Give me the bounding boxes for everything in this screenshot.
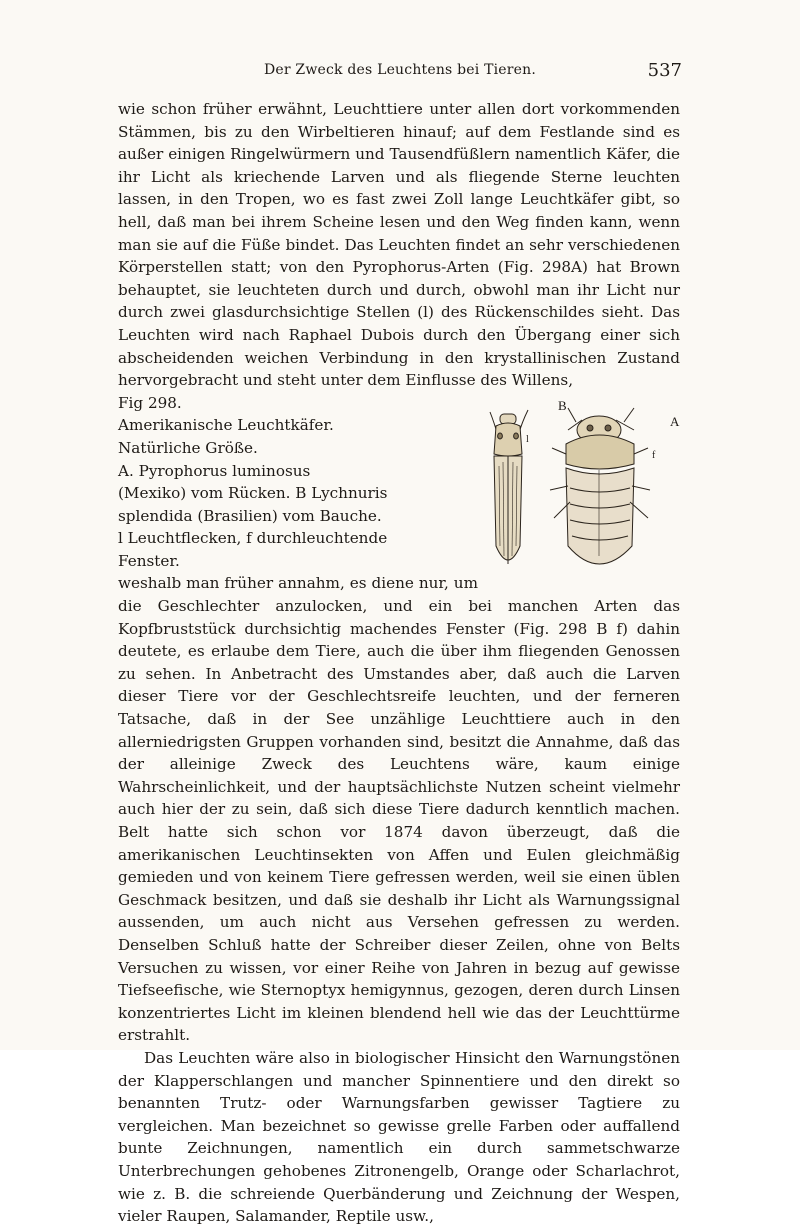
figure-label-f: f bbox=[652, 449, 656, 461]
paragraph-2: Das Leuchten wäre also in biologischer Hinsicht den Warnungstönen der Klapperschlangen und mancher Spinnentiere und den direkt so benannten Trutz- oder Warnungsfarben gewisser Tagtiere zu vergleichen. Man bezeichnet so gewisse grelle Farben oder auffallend bunte Zeichnungen, namentlich ein durch sammetschwarze Unterbrechungen gehobenes Zitronengelb, Orange oder Scharlachrot, wie z. B. die schreiende Querbänderung und Zeichnung der Wespen, vieler Raupen, Salamander, Reptile usw., bbox=[118, 1048, 680, 1226]
running-header: Der Zweck des Leuchtens bei Tieren. bbox=[263, 62, 537, 78]
paragraph-1-text-after-figure: weshalb man früher annahm, es diene nur, um die Geschlechter anzulocken, und ein bei manchen Arten das Kopfbruststück durchsichtig machendes Fenster (Fig. 298 B f) dahin deutete, es erlaube dem Tiere, auch die über ihm fliegenden Genossen zu sehen. In Anbetracht des Umstandes aber, daß auch die Larven dieser Tiere vor der Geschlechtsreife leuchten, und der ferneren Tatsache, daß in der See unzählige Leuchttiere auch in den allerniedrigsten Gruppen vorhanden sind, besitzt die Annahme, daß das der alleinige Zweck des Leuchtens wäre, kaum einige Wahrscheinlichkeit, und der hauptsächlichste Nutzen scheint vielmehr auch hier der zu sein, daß sich diese Tiere dadurch kenntlich machen. Belt hatte sich schon vor 1874 davon überzeugt, daß die amerikanischen Leuchtinsekten von Affen und Eulen gleichmäßig gemieden und von keinem Tiere gefressen werden, weil sie einen üblen Geschmack besitzen, und daß sie deshalb ihr Licht als Warnungssignal aussenden, um auch nicht aus Versehen gefressen zu werden. Denselben Schluß hatte der Schreiber dieser Zeilen, ohne von Belts Versuchen zu wissen, vor einer Reihe von Jahren in bezug auf gewisse Tiefseefische, wie Sternoptyx hemigynnus, gezogen, deren durch Linsen konzentriertes Licht im kleinen blendend hell wie das der Leuchttürme erstrahlt. bbox=[118, 574, 680, 1045]
caption-line: Fenster. bbox=[118, 551, 180, 570]
beetle-illustration bbox=[488, 396, 684, 588]
caption-line: Natürliche Größe. bbox=[118, 438, 258, 457]
figure-298 bbox=[488, 396, 684, 590]
caption-line: splendida (Brasilien) vom Bauche. bbox=[118, 506, 382, 525]
body-text bbox=[118, 98, 680, 1228]
caption-line: Amerikanische Leuchtkäfer. bbox=[118, 416, 334, 435]
caption-line: (Mexiko) vom Rücken. B Lychnuris bbox=[118, 484, 388, 503]
caption-line: Fig 298. bbox=[118, 393, 182, 412]
caption-line: l Leuchtflecken, f durchleuchtende bbox=[118, 529, 388, 548]
figure-label-a: A bbox=[670, 413, 680, 429]
figure-label-b: B bbox=[558, 397, 567, 413]
caption-line: A. Pyrophorus luminosus bbox=[118, 461, 311, 480]
paragraph-1-text-before-figure: wie schon früher erwähnt, Leuchttiere unter allen dort vorkommenden Stämmen, bis zu den Wirbeltieren hinauf; auf dem Festlande sind es außer einigen Ringelwürmern und Tausendfüßlern namentlich Käfer, die ihr Licht als kriechende Larven und als fliegende Sterne leuchten lassen, in den Tropen, wo es fast zwei Zoll lange Leuchtkäfer gibt, so hell, daß man bei ihrem Scheine lesen und den Weg finden kann, wenn man sie auf die Füße bindet. Das Leuchten findet an sehr verschiedenen Körperstellen statt; von den Pyrophorus-Arten (Fig. 298A) hat Brown behauptet, sie leuchteten durch und durch, obwohl man ihr Licht nur durch zwei glasdurchsichtige Stellen (l) des Rückenschildes sieht. Das Leuchten wird nach Raphael Dubois durch den Übergang einer sich abscheidenden weichen Verbindung in den krystallinischen Zustand hervorgebracht und steht unter dem Einflusse des Willens, bbox=[118, 100, 680, 390]
figure-label-l: l bbox=[526, 433, 529, 445]
page-number: 537 bbox=[647, 60, 682, 81]
